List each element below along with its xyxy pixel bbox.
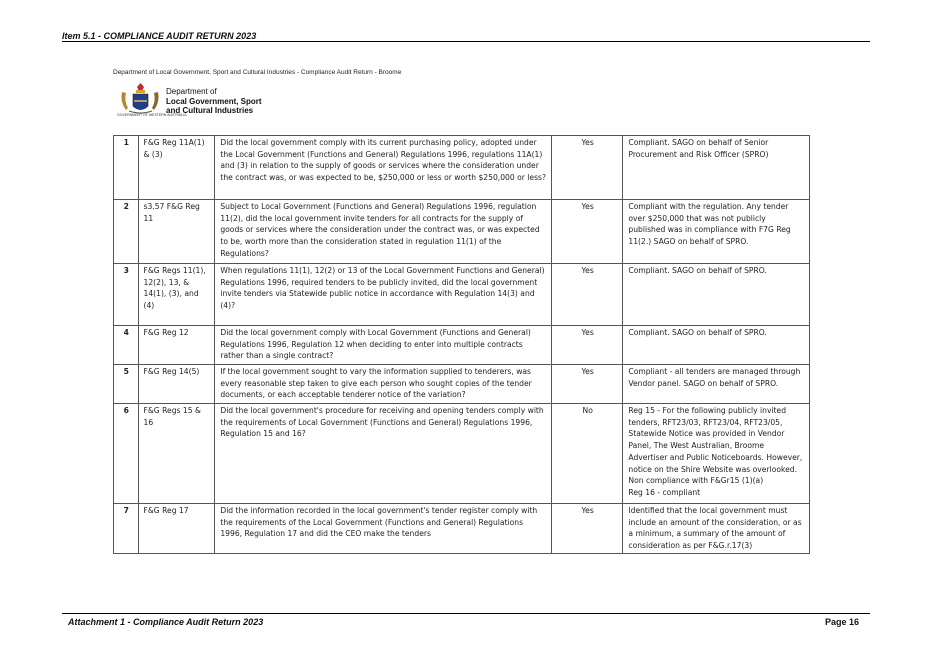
header-divider: [62, 41, 870, 42]
row-number: 3: [114, 264, 139, 326]
regulation-reference: F&G Reg 17: [138, 504, 215, 554]
response-answer: Yes: [551, 504, 622, 554]
row-number: 5: [114, 365, 139, 404]
row-number: 6: [114, 404, 139, 504]
crest-caption: GOVERNMENT OF WESTERN AUSTRALIA: [117, 113, 187, 117]
department-line-2: Local Government, Sport: [166, 96, 262, 106]
row-number: 1: [114, 136, 139, 200]
page-number: Page 16: [824, 617, 859, 627]
regulation-reference: s3.57 F&G Reg 11: [138, 200, 215, 264]
comment-text: Compliant. SAGO on behalf of SPRO.: [628, 266, 767, 275]
response-comment: [623, 504, 810, 554]
table-row: [114, 136, 810, 200]
department-line-1: Department of: [166, 87, 217, 96]
audit-question: If the local government sought to vary the information supplied to tenderers, was every reasonable step taken to give each person who sought copies of the tender documents, or each acceptable tenderer notice of the variation?: [215, 365, 552, 404]
response-answer: Yes: [551, 136, 622, 200]
response-answer: Yes: [551, 200, 622, 264]
comment-text: Identified that the local government must include an amount of the consideration, or as a minimum, a summary of the amount of consideration as per F&G.r.17(3): [628, 506, 802, 551]
compliance-audit-table: [113, 135, 810, 554]
response-answer: No: [551, 404, 622, 504]
row-number: 2: [114, 200, 139, 264]
response-comment: [623, 404, 810, 504]
response-comment: [623, 200, 810, 264]
audit-question: Subject to Local Government (Functions and General) Regulations 1996, regulation 11(2), did the local government invite tenders for all contracts for the supply of goods or services where the consideration under the contract was, or was expected to be, worth more than the consideration stated in regulation 11(1) of the Regulations?: [215, 200, 552, 264]
audit-question: When regulations 11(1), 12(2) or 13 of the Local Government Functions and General) Regulations 1996, required tenders to be publicly invited, did the local government invite tenders via Statewide public notice in accordance with Regulation 14(3) and (4)?: [215, 264, 552, 326]
audit-question: Did the local government comply with its current purchasing policy, adopted under the Local Government (Functions and General) Regulations 1996, regulations 11A(1) and (3) in relation to the supply of goods or services where the consideration under the contract was, or was expected to be, $250,000 or less or worth $250,000 or less?: [215, 136, 552, 200]
document-subtitle: Department of Local Government, Sport and Cultural Industries - Compliance Audit Return - Broome: [113, 69, 402, 76]
comment-text-secondary: Reg 16 - compliant: [628, 487, 701, 497]
table-row: [114, 365, 810, 404]
regulation-reference: F&G Reg 12: [138, 326, 215, 365]
response-comment: [623, 365, 810, 404]
footer-attachment-label: Attachment 1 - Compliance Audit Return 2023: [68, 617, 264, 627]
response-answer: Yes: [551, 264, 622, 326]
comment-text: Compliant. SAGO on behalf of Senior Procurement and Risk Officer (SPRO): [628, 138, 769, 159]
response-answer: Yes: [551, 365, 622, 404]
table-row: [114, 504, 810, 554]
department-line-3: and Cultural Industries: [166, 106, 254, 115]
department-name-block: [166, 87, 262, 116]
audit-question: Did the local government's procedure for receiving and opening tenders comply with the requirements of Local Government (Functions and General) Regulations 1996, Regulation 15 and 16?: [215, 404, 552, 504]
page-header-title: Item 5.1 - COMPLIANCE AUDIT RETURN 2023: [62, 31, 257, 41]
audit-question: Did the local government comply with Local Government (Functions and General) Regulations 1996, Regulation 12 when deciding to enter into multiple contracts rather than a single contract?: [215, 326, 552, 365]
regulation-reference: F&G Regs 15 & 16: [138, 404, 215, 504]
compliance-audit-table-body: [114, 136, 810, 554]
comment-text: Reg 15 - For the following publicly invited tenders, RFT23/03, RFT23/04, RFT23/05, Statewide Notice was provided in Vendor Panel, The West Australian, Broome Advertiser and Public Noticeboards. However, notice on the Shire Website was overlooked. Non compliance with F&Gr15 (1)(a): [628, 406, 803, 486]
table-row: [114, 326, 810, 365]
regulation-reference: F&G Reg 14(5): [138, 365, 215, 404]
row-number: 7: [114, 504, 139, 554]
comment-text: Compliant - all tenders are managed through Vendor panel. SAGO on behalf of SPRO.: [628, 367, 801, 388]
regulation-reference: F&G Regs 11(1), 12(2), 13, & 14(1), (3), and (4): [138, 264, 215, 326]
comment-text: Compliant. SAGO on behalf of SPRO.: [628, 328, 767, 337]
regulation-reference: F&G Reg 11A(1) & (3): [138, 136, 215, 200]
table-row: [114, 200, 810, 264]
response-comment: [623, 264, 810, 326]
response-comment: [623, 326, 810, 365]
table-row: [114, 404, 810, 504]
audit-question: Did the information recorded in the local government's tender register comply with the requirements of the Local Government (Functions and General) Regulations 1996, Regulation 17 and did the CEO make the tenders: [215, 504, 552, 554]
response-answer: Yes: [551, 326, 622, 365]
comment-text: Compliant with the regulation. Any tender over $250,000 that was not publicly published was in compliance with F7G Reg 11(2.) SAGO on behalf of SPRO.: [628, 202, 791, 247]
response-comment: [623, 136, 810, 200]
row-number: 4: [114, 326, 139, 365]
footer-divider: [62, 613, 870, 614]
table-row: [114, 264, 810, 326]
